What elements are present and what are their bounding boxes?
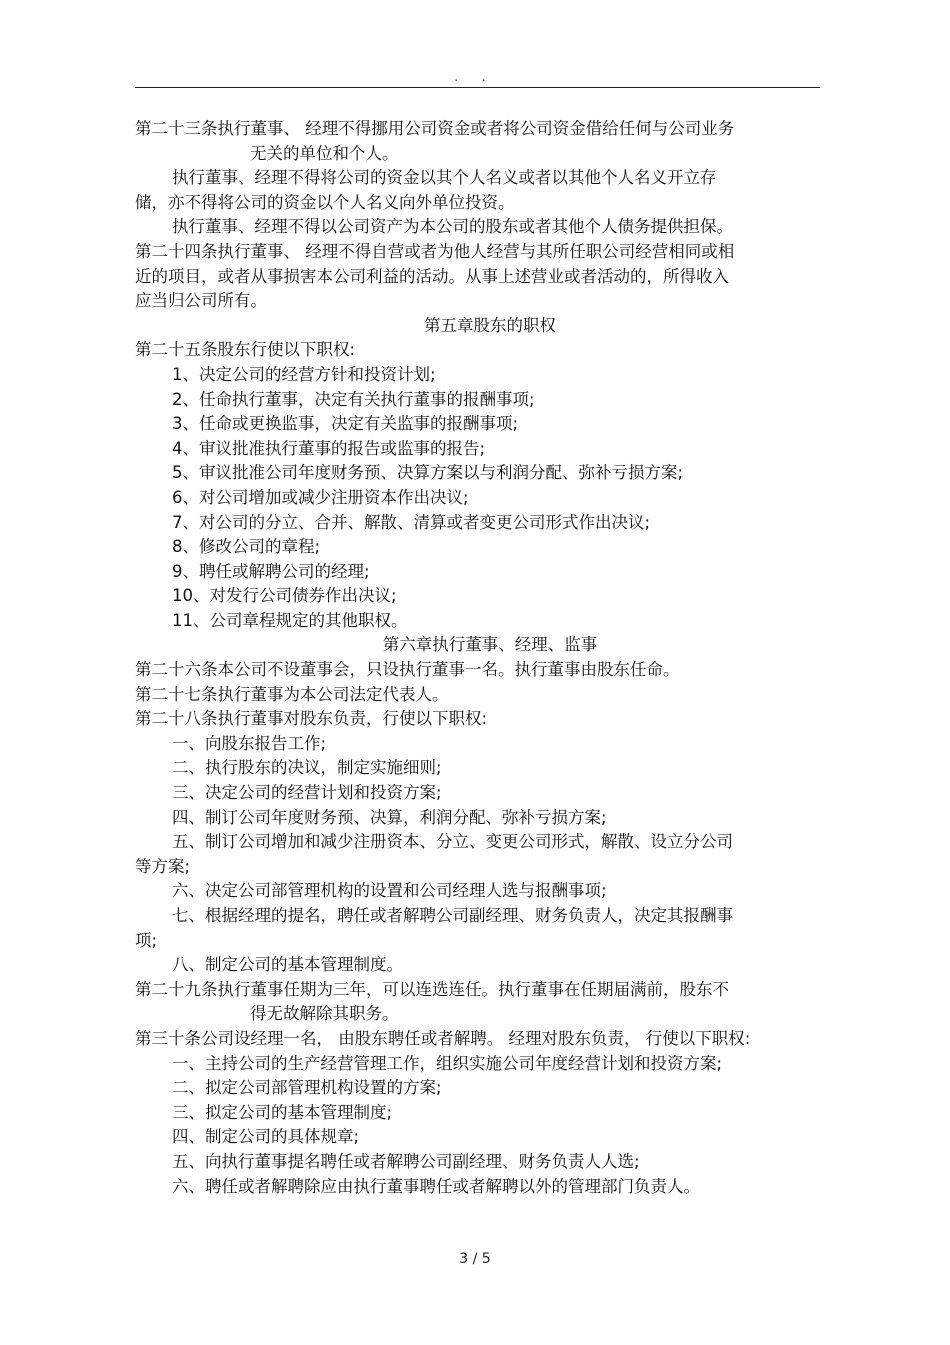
article-25-heading: 第二十五条股东行使以下职权:: [135, 340, 356, 360]
list-item: 六、聘任或者解聘除应由执行董事聘任或者解聘以外的管理部门负责人。: [172, 1176, 700, 1196]
article-29-line-2: 得无故解除其职务。: [250, 1004, 399, 1024]
list-item: 五、向执行董事提名聘任或者解聘公司副经理、财务负责人人选;: [172, 1151, 640, 1171]
paragraph-line: 储，亦不得将公司的资金以个人名义向外单位投资。: [135, 192, 515, 212]
list-item: 三、决定公司的经营计划和投资方案;: [172, 783, 442, 803]
article-27: 第二十七条执行董事为本公司法定代表人。: [135, 684, 449, 704]
list-item: 3、任命或更换监事，决定有关监事的报酬事项;: [172, 414, 519, 434]
list-item: 一、主持公司的生产经营管理工作，组织实施公司年度经营计划和投资方案;: [172, 1053, 723, 1073]
list-item: 三、拟定公司的基本管理制度;: [172, 1102, 393, 1122]
article-23-line-2: 无关的单位和个人。: [250, 143, 399, 163]
list-item: 七、根据经理的提名，聘任或者解聘公司副经理、财务负责人，决定其报酬事: [172, 906, 733, 925]
list-item: 6、对公司增加或减少注册资本作出决议;: [172, 487, 469, 507]
list-item: 八、制定公司的基本管理制度。: [172, 955, 403, 975]
document-body: [135, 117, 825, 1199]
article-28-heading: 第二十八条执行董事对股东负责，行使以下职权:: [135, 709, 488, 729]
list-item-continuation: 项;: [135, 930, 158, 950]
page-number: 3 / 5: [459, 1251, 491, 1267]
article-24-line-2: 近的项目，或者从事损害本公司利益的活动。从事上述营业或者活动的，所得收入: [135, 266, 729, 286]
list-item: 5、审议批准公司年度财务预、决算方案以与利润分配、弥补亏损方案;: [172, 463, 684, 483]
paragraph-line: 执行董事、经理不得将公司的资金以其个人名义或者以其他个人名义开立存: [172, 168, 717, 188]
list-item: 4、审议批准执行董事的报告或监事的报告;: [172, 438, 486, 458]
chapter-5-heading: 第五章股东的职权: [424, 315, 556, 335]
chapter-6-heading: 第六章执行董事、经理、监事: [382, 635, 598, 655]
list-item: 六、决定公司部管理机构的设置和公司经理人选与报酬事项;: [172, 881, 607, 901]
list-item: 五、制订公司增加和减少注册资本、分立、变更公司形式，解散、设立分公司: [172, 832, 733, 852]
list-item: 7、对公司的分立、合并、解散、清算或者变更公司形式作出决议;: [172, 512, 651, 532]
header-dots: . .: [454, 70, 496, 84]
list-item: 一、向股东报告工作;: [172, 733, 327, 753]
article-24-line-3: 应当归公司所有。: [135, 291, 267, 311]
article-24-line-1: 第二十四条执行董事、 经理不得自营或者为他人经营与其所任职公司经营相同或相: [135, 241, 735, 261]
list-item: 8、修改公司的章程;: [172, 537, 321, 557]
list-item: 四、制订公司年度财务预、决算，利润分配、弥补亏损方案;: [172, 807, 607, 827]
list-item: 二、拟定公司部管理机构设置的方案;: [172, 1078, 442, 1098]
list-item: 1、决定公司的经营方针和投资计划;: [172, 364, 436, 384]
list-item-continuation: 等方案;: [135, 856, 191, 876]
list-item: 四、制定公司的具体规章;: [172, 1127, 360, 1147]
article-29-line-1: 第二十九条执行董事任期为三年，可以连选连任。执行董事在任期届满前，股东不: [135, 979, 729, 999]
article-23-line-1: 第二十三条执行董事、 经理不得挪用公司资金或者将公司资金借给任何与公司业务: [135, 119, 735, 138]
paragraph-line: 执行董事、经理不得以公司资产为本公司的股东或者其他个人债务提供担保。: [172, 217, 733, 237]
list-item: 9、聘任或解聘公司的经理;: [172, 561, 370, 581]
list-item: 11、公司章程规定的其他职权。: [172, 610, 408, 630]
list-item: 二、执行股东的决议，制定实施细则;: [172, 758, 442, 778]
list-item: 10、对发行公司债券作出决议;: [172, 586, 397, 606]
article-30-heading: 第三十条公司设经理一名， 由股东聘任或者解聘。 经理对股东负责， 行使以下职权:: [135, 1028, 751, 1048]
header-rule: [135, 87, 820, 88]
article-26: 第二十六条本公司不设董事会，只设执行董事一名。执行董事由股东任命。: [135, 660, 680, 680]
list-item: 2、任命执行董事，决定有关执行董事的报酬事项;: [172, 389, 535, 409]
